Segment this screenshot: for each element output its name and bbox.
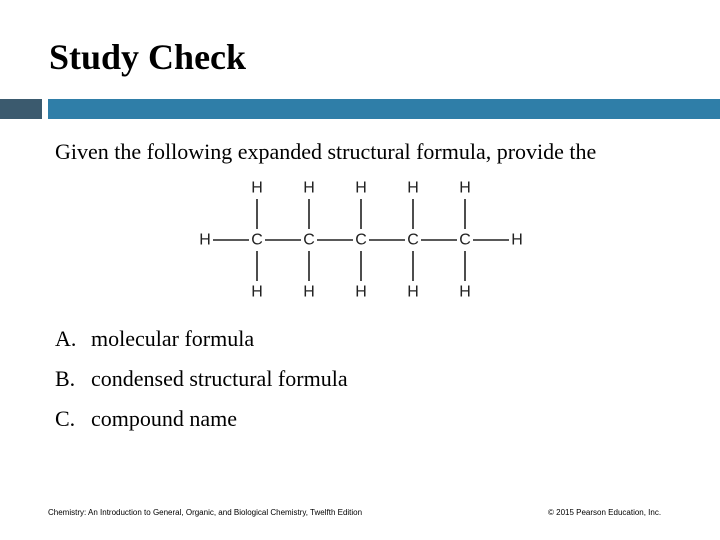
hydrogen-atom-bottom-5: H	[459, 283, 471, 301]
carbon-atom-2: C	[303, 231, 315, 249]
footer-copyright: © 2015 Pearson Education, Inc.	[548, 508, 662, 517]
carbon-atom-1: C	[251, 231, 263, 249]
option-b-letter: B.	[55, 366, 76, 391]
option-a	[55, 325, 254, 353]
option-b-text: condensed structural formula	[91, 366, 348, 391]
hydrogen-atom-top-5: H	[459, 179, 471, 197]
hydrogen-atom-bottom-3: H	[355, 283, 367, 301]
option-a-text: molecular formula	[91, 326, 255, 351]
hydrogen-atom-left: H	[199, 231, 211, 249]
option-c-text: compound name	[91, 406, 238, 431]
carbon-atom-3: C	[355, 231, 367, 249]
option-a-letter: A.	[55, 326, 77, 351]
carbon-atom-5: C	[459, 231, 471, 249]
hydrogen-atom-bottom-1: H	[251, 283, 263, 301]
option-c-letter: C.	[55, 406, 76, 431]
hydrogen-atom-top-1: H	[251, 179, 263, 197]
hydrogen-atom-top-4: H	[407, 179, 419, 197]
option-b	[55, 365, 348, 393]
title-rule-bar	[48, 99, 720, 119]
hydrogen-atom-bottom-4: H	[407, 283, 419, 301]
hydrogen-atom-right: H	[511, 231, 523, 249]
expanded-structural-formula	[190, 172, 530, 307]
hydrogen-atom-top-3: H	[355, 179, 367, 197]
slide-title: Study Check	[49, 37, 247, 77]
hydrogen-atom-top-2: H	[303, 179, 315, 197]
hydrogen-atom-bottom-2: H	[303, 283, 315, 301]
footer-source: Chemistry: An Introduction to General, Organic, and Biological Chemistry, Twelfth Edition	[48, 508, 363, 517]
title-rule-accent	[0, 99, 42, 119]
option-c	[55, 405, 237, 433]
carbon-atom-4: C	[407, 231, 419, 249]
question-prompt: Given the following expanded structural formula, provide the	[55, 139, 597, 164]
